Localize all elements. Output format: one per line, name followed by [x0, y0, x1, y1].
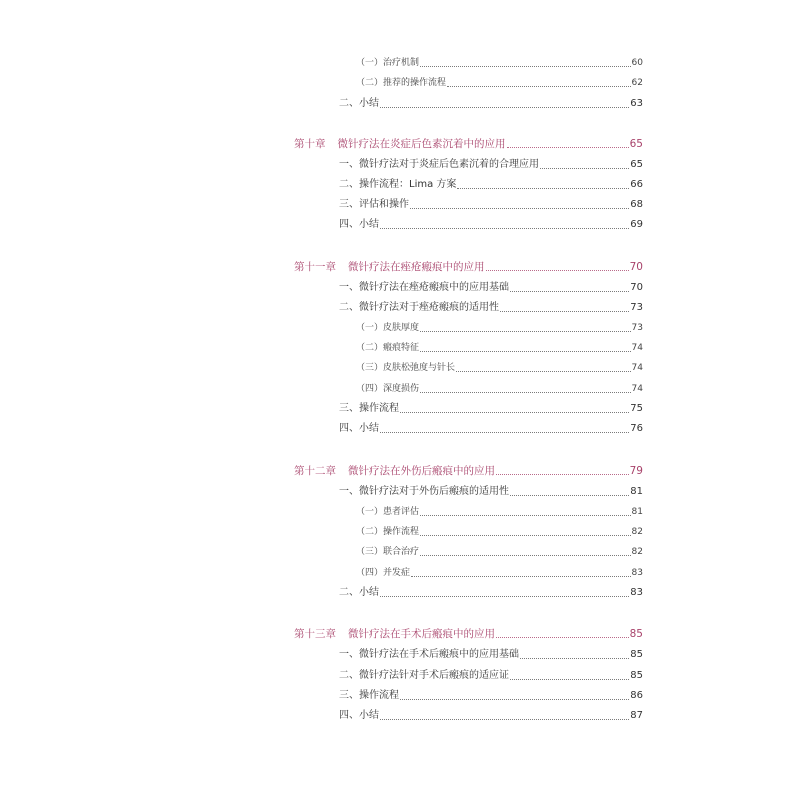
- leader-dots: [400, 698, 629, 700]
- toc-entry-title: 二、小结: [339, 98, 379, 109]
- toc-entry: [356, 565, 643, 579]
- leader-dots: [510, 494, 629, 496]
- toc-entry: [356, 320, 643, 334]
- toc-entry: [339, 484, 643, 498]
- chapter-number: 第十章: [294, 138, 326, 150]
- toc-entry-page: 85: [630, 670, 643, 681]
- toc-entry-page: 85: [630, 649, 643, 660]
- toc-entry-page: 68: [630, 199, 643, 210]
- leader-dots: [420, 65, 631, 67]
- toc-entry-page: 69: [630, 219, 643, 230]
- leader-dots: [510, 290, 629, 292]
- toc-entry-title: （一）治疗机制: [356, 58, 420, 68]
- toc-entry-page: 65: [630, 159, 643, 170]
- leader-dots: [400, 411, 629, 413]
- chapter-title: 微针疗法在手术后瘢痕中的应用: [348, 628, 495, 640]
- toc-entry-page: 63: [630, 98, 643, 109]
- toc-entry-page: 75: [630, 403, 643, 414]
- toc-entry-title: 二、微针疗法针对手术后瘢痕的适应证: [339, 670, 509, 681]
- toc-entry: [356, 55, 643, 69]
- leader-dots: [420, 330, 631, 332]
- toc-entry-page: 62: [631, 78, 643, 88]
- leader-dots: [380, 595, 629, 597]
- leader-dots: [456, 370, 631, 372]
- toc-entry-title: 二、微针疗法对于痤疮瘢痕的适用性: [339, 302, 499, 313]
- chapter-number: 第十三章: [294, 628, 336, 640]
- toc-entry-page: 70: [630, 282, 643, 293]
- toc-entry: [339, 421, 643, 435]
- toc-entry-title: （二）瘢痕特征: [356, 343, 420, 353]
- toc-entry-title: （四）深度损伤: [356, 384, 420, 394]
- toc-entry: [339, 177, 643, 191]
- leader-dots: [496, 636, 629, 638]
- toc-entry: [356, 381, 643, 395]
- leader-dots: [420, 534, 631, 536]
- toc-entry: [356, 360, 643, 374]
- toc-entry: [356, 524, 643, 538]
- toc-entry-title: （一）患者评估: [356, 507, 420, 517]
- toc-entry-page: 82: [631, 527, 643, 537]
- leader-dots: [500, 310, 629, 312]
- toc-entry: [339, 217, 643, 231]
- leader-dots: [486, 269, 629, 271]
- toc-entry-page: 87: [630, 710, 643, 721]
- chapter-title: 微针疗法在外伤后瘢痕中的应用: [348, 465, 495, 477]
- toc-entry-title: 一、微针疗法对于炎症后色素沉着的合理应用: [339, 159, 539, 170]
- toc-entry-page: 74: [631, 384, 643, 394]
- toc-chapter: [294, 136, 643, 150]
- chapter-number: 第十二章: [294, 465, 336, 477]
- toc-entry-page: 70: [629, 261, 643, 273]
- toc-entry: [339, 300, 643, 314]
- leader-dots: [410, 207, 629, 209]
- toc-chapter: [294, 626, 643, 640]
- leader-dots: [420, 514, 631, 516]
- toc-chapter: [294, 259, 643, 273]
- toc-entry-title: 一、微针疗法在手术后瘢痕中的应用基础: [339, 649, 519, 660]
- leader-dots: [447, 85, 631, 87]
- leader-dots: [380, 106, 629, 108]
- leader-dots: [420, 391, 631, 393]
- chapter-title: 微针疗法在炎症后色素沉着中的应用: [337, 138, 506, 150]
- toc-entry-page: 73: [630, 302, 643, 313]
- toc-entry: [339, 197, 643, 211]
- toc-entry-page: 86: [630, 690, 643, 701]
- toc-entry: [339, 280, 643, 294]
- toc-entry-page: 66: [630, 179, 643, 190]
- toc-entry-title: （二）推荐的操作流程: [356, 78, 447, 88]
- toc-entry-page: 74: [631, 343, 643, 353]
- toc-entry-title: （二）操作流程: [356, 527, 420, 537]
- leader-dots: [411, 575, 631, 577]
- toc-entry-title: （三）皮肤松弛度与针长: [356, 363, 456, 373]
- toc-entry: [356, 504, 643, 518]
- leader-dots: [510, 678, 629, 680]
- toc-entry-title: 三、评估和操作: [339, 199, 409, 210]
- leader-dots: [496, 473, 629, 475]
- toc-entry-title: 四、小结: [339, 710, 379, 721]
- toc-entry-page: 85: [629, 628, 643, 640]
- leader-dots: [420, 350, 631, 352]
- leader-dots: [457, 187, 629, 189]
- toc-entry-title: 三、操作流程: [339, 403, 399, 414]
- toc-entry: [339, 647, 643, 661]
- toc-chapter: [294, 463, 643, 477]
- toc-entry: [339, 96, 643, 110]
- toc-entry: [339, 668, 643, 682]
- toc-entry-page: 81: [631, 507, 643, 517]
- toc-entry: [339, 688, 643, 702]
- toc-entry: [356, 340, 643, 354]
- toc-entry: [356, 544, 643, 558]
- toc-entry-title: 三、操作流程: [339, 690, 399, 701]
- toc-entry-title: （一）皮肤厚度: [356, 323, 420, 333]
- toc-entry-page: 74: [631, 363, 643, 373]
- toc-entry-page: 79: [629, 465, 643, 477]
- toc-entry-page: 65: [629, 138, 643, 150]
- toc-entry-page: 73: [631, 323, 643, 333]
- toc-entry-page: 60: [631, 58, 643, 68]
- toc-entry-title: 四、小结: [339, 423, 379, 434]
- toc-entry-title: （四）并发症: [356, 568, 411, 578]
- toc-entry: [339, 585, 643, 599]
- toc-entry-page: 76: [630, 423, 643, 434]
- toc-entry: [339, 401, 643, 415]
- leader-dots: [540, 167, 629, 169]
- leader-dots: [380, 227, 629, 229]
- chapter-number: 第十一章: [294, 261, 336, 273]
- chapter-title: 微针疗法在痤疮瘢痕中的应用: [348, 261, 485, 273]
- leader-dots: [420, 554, 631, 556]
- toc-entry-title: 二、小结: [339, 587, 379, 598]
- toc-entry-page: 82: [631, 547, 643, 557]
- toc-entry-page: 83: [630, 587, 643, 598]
- leader-dots: [520, 657, 629, 659]
- leader-dots: [507, 146, 629, 148]
- toc-entry-title: 一、微针疗法在痤疮瘢痕中的应用基础: [339, 282, 509, 293]
- toc-entry-title: 四、小结: [339, 219, 379, 230]
- leader-dots: [380, 718, 629, 720]
- toc-entry-title: 二、操作流程：Lima 方案: [339, 179, 457, 190]
- toc-entry-title: （三）联合治疗: [356, 547, 420, 557]
- leader-dots: [380, 431, 629, 433]
- toc-entry: [339, 708, 643, 722]
- toc-entry: [356, 75, 643, 89]
- toc-entry-page: 83: [631, 568, 643, 578]
- toc-entry: [339, 157, 643, 171]
- toc-entry-title: 一、微针疗法对于外伤后瘢痕的适用性: [339, 486, 509, 497]
- toc-entry-page: 81: [630, 486, 643, 497]
